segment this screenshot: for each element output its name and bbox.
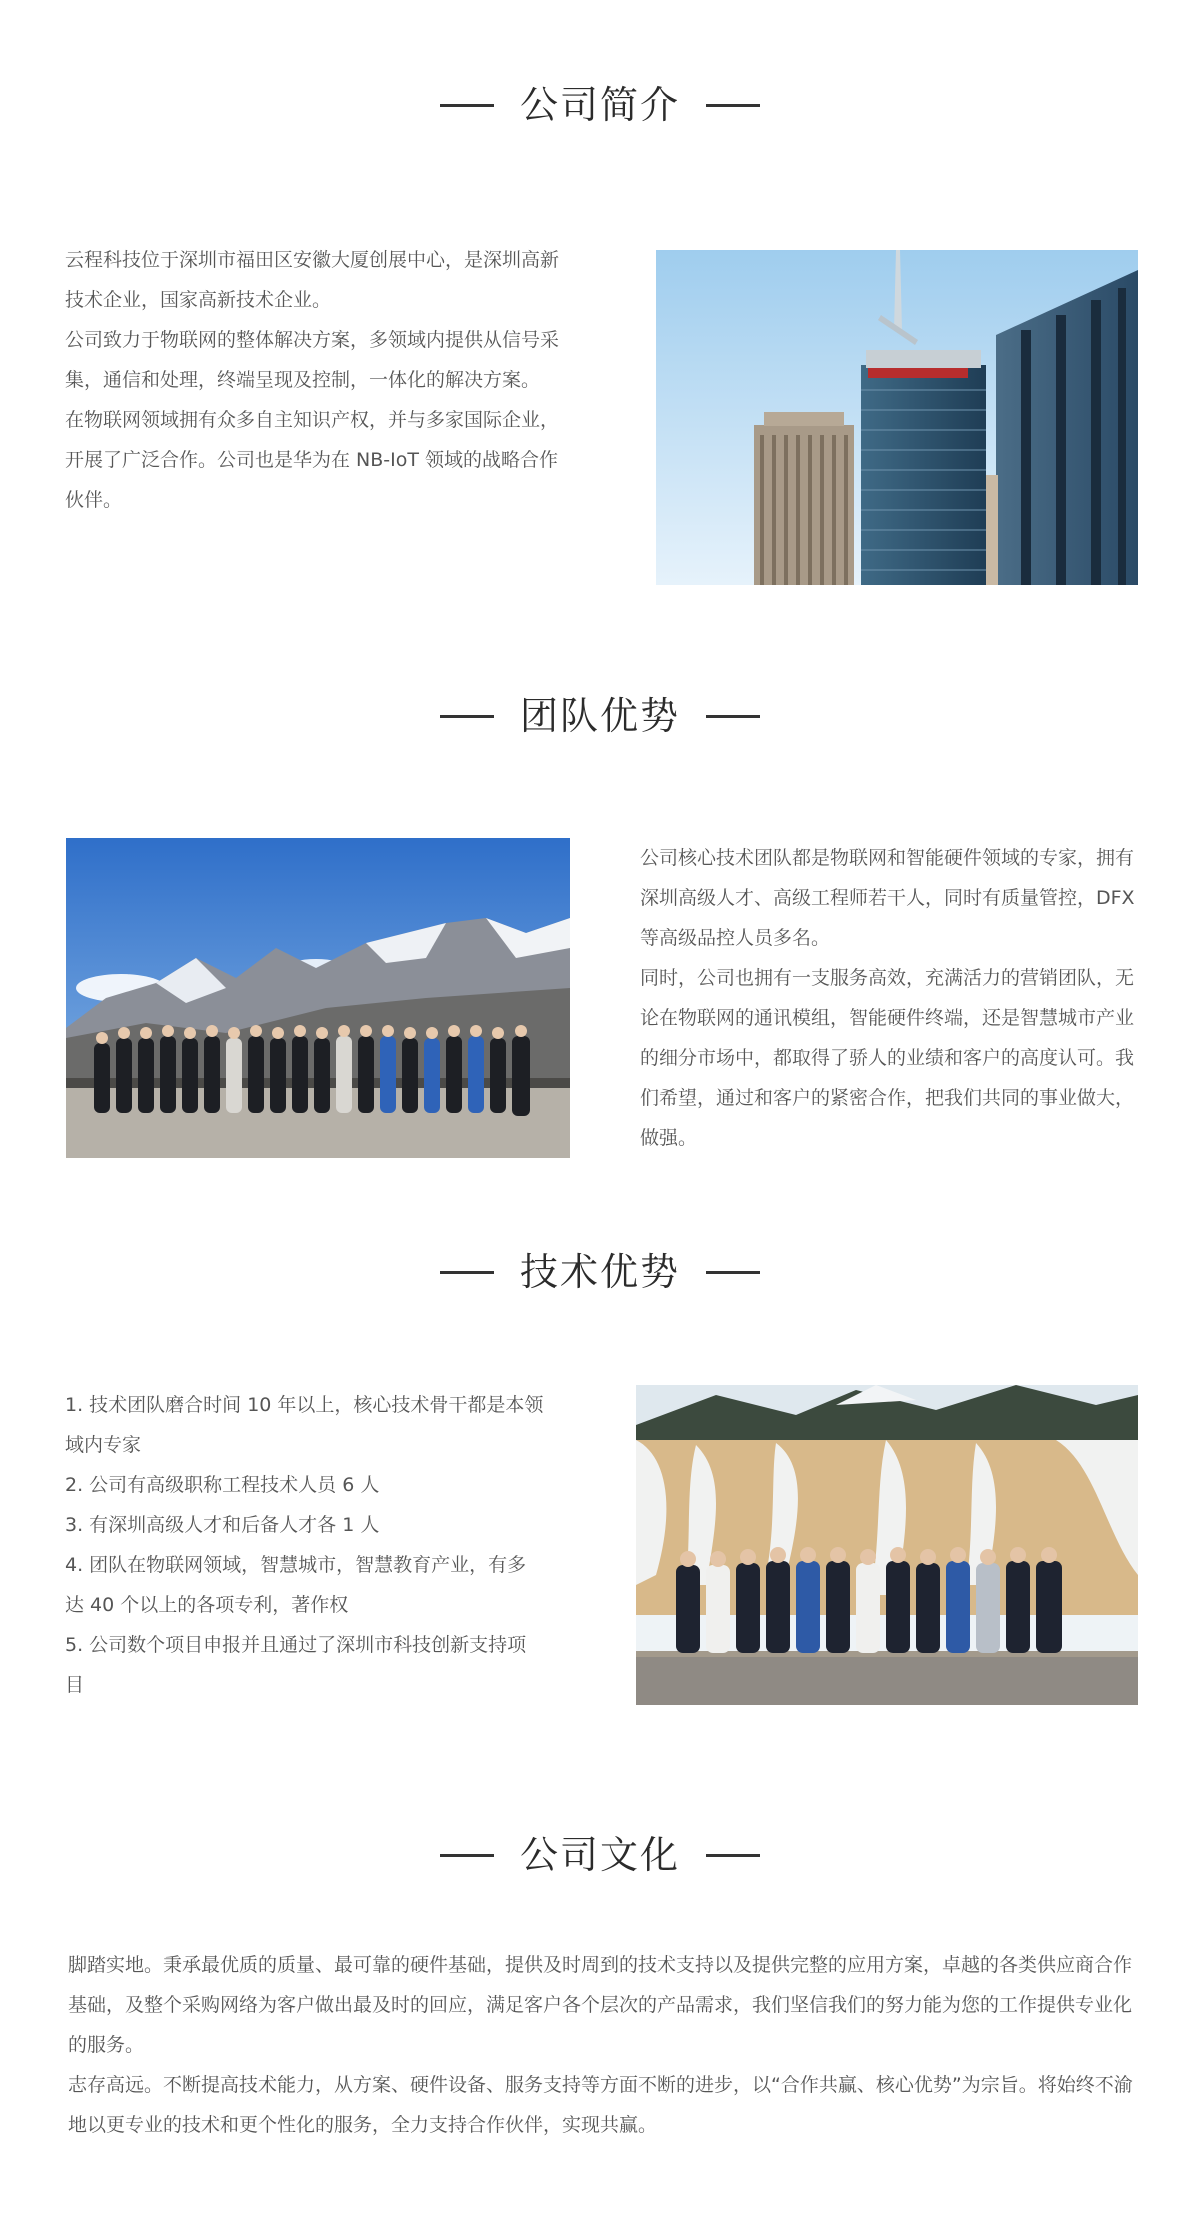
paragraph: 在物联网领域拥有众多自主知识产权，并与多家国际企业，开展了广泛合作。公司也是华为在 NB-IoT 领域的战略合作伙伴。 (65, 409, 560, 511)
heading-line-right (706, 1854, 760, 1857)
heading-line-left (440, 715, 494, 718)
paragraph: 公司致力于物联网的整体解决方案，多领域内提供从信号采集，通信和处理，终端呈现及控制，一体化的解决方案。 (65, 329, 560, 391)
heading-line-left (440, 104, 494, 107)
section-title: 公司文化 (519, 1833, 680, 1877)
paragraph: 脚踏实地。秉承最优质的质量、最可靠的硬件基础，提供及时周到的技术支持以及提供完整的应用方案，卓越的各类供应商合作基础，及整个采购网络为客户做出最及时的回应，满足客户各个层次的产品需求，我们坚信我们的努力能为您的工作提供专业化的服务。 (68, 1954, 1133, 2056)
section-title: 技术优势 (519, 1250, 680, 1294)
section-title: 团队优势 (519, 694, 680, 738)
list-item: 4. 团队在物联网领域，智慧城市，智慧教育产业，有多达 40 个以上的各项专利，著作权 (65, 1554, 527, 1616)
culture-text (68, 1945, 1136, 2145)
heading-line-left (440, 1271, 494, 1274)
section-heading-team (0, 694, 1200, 738)
tech-text (65, 1385, 545, 1705)
waterfall-team-photo (636, 1385, 1138, 1705)
team-text (640, 838, 1140, 1158)
section-heading-intro (0, 83, 1200, 127)
section-heading-culture (0, 1833, 1200, 1877)
intro-text (65, 240, 570, 520)
list-item: 5. 公司数个项目申报并且通过了深圳市科技创新支持项目 (65, 1634, 527, 1696)
heading-line-right (706, 104, 760, 107)
paragraph: 云程科技位于深圳市福田区安徽大厦创展中心，是深圳高新技术企业，国家高新技术企业。 (65, 249, 560, 311)
mountain-team-photo (66, 838, 570, 1158)
heading-line-right (706, 715, 760, 718)
section-title: 公司简介 (519, 83, 680, 127)
building-photo (656, 250, 1138, 585)
heading-line-right (706, 1271, 760, 1274)
paragraph: 同时，公司也拥有一支服务高效，充满活力的营销团队，无论在物联网的通讯模组，智能硬件终端，还是智慧城市产业的细分市场中，都取得了骄人的业绩和客户的高度认可。我们希望，通过和客户的紧密合作，把我们共同的事业做大，做强。 (640, 967, 1135, 1149)
list-item: 2. 公司有高级职称工程技术人员 6 人 (65, 1474, 380, 1496)
heading-line-left (440, 1854, 494, 1857)
list-item: 3. 有深圳高级人才和后备人才各 1 人 (65, 1514, 380, 1536)
list-item: 1. 技术团队磨合时间 10 年以上，核心技术骨干都是本领域内专家 (65, 1394, 544, 1456)
section-heading-tech (0, 1250, 1200, 1294)
paragraph: 公司核心技术团队都是物联网和智能硬件领域的专家，拥有深圳高级人才、高级工程师若干人，同时有质量管控，DFX 等高级品控人员多名。 (640, 847, 1135, 949)
paragraph: 志存高远。不断提高技术能力，从方案、硬件设备、服务支持等方面不断的进步，以“合作共赢、核心优势”为宗旨。将始终不渝地以更专业的技术和更个性化的服务，全力支持合作伙伴，实现共赢。 (68, 2074, 1133, 2136)
